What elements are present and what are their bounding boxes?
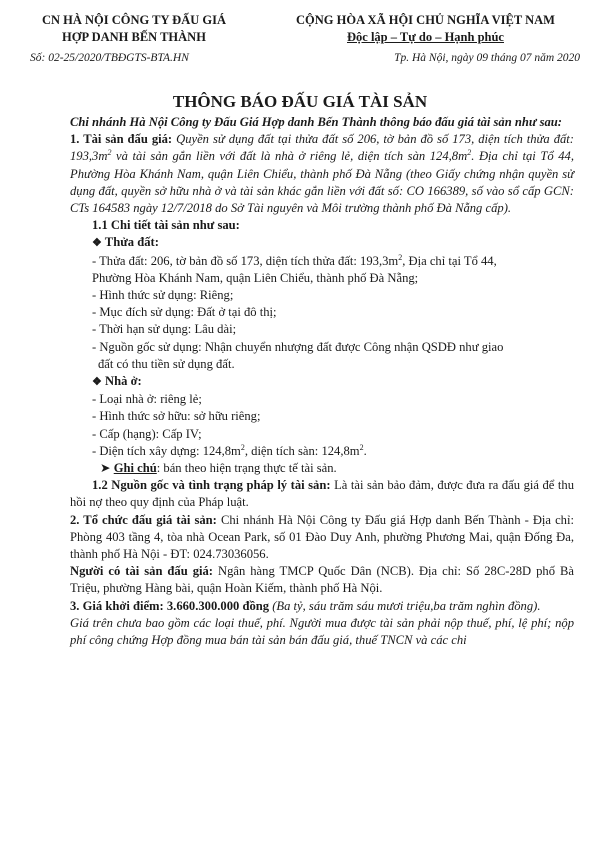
section-1-2-text: Là tài sản bảo đảm, được đưa ra đấu giá để thu hồi nợ theo quy định của Pháp luật. bbox=[70, 478, 575, 510]
nation-name: CỘNG HÒA XÃ HỘI CHỦ NGHĨA VIỆT NAM bbox=[296, 13, 555, 27]
organization-header bbox=[10, 12, 258, 46]
owner-text: Ngân hàng TMCP Quốc Dân (NCB). Địa chỉ: Số 28C-28D phố Bà Triệu, phường Hàng bài, quận Hoàn Kiếm, thành phố Hà Nội. bbox=[70, 564, 574, 596]
nation-motto: Độc lập – Tự do – Hạnh phúc bbox=[347, 30, 504, 44]
land-item: - Thời hạn sử dụng: Lâu dài; bbox=[92, 322, 237, 337]
place-date: Tp. Hà Nội, ngày 09 tháng 07 năm 2020 bbox=[394, 52, 580, 64]
note-line bbox=[70, 460, 574, 477]
section-1-label: 1. Tài sản đấu giá: bbox=[70, 132, 173, 147]
section-2-label: 2. Tổ chức đấu giá tài sản: bbox=[70, 512, 217, 527]
house-item: - Diện tích xây dựng: $124,8m^2$, diện tích sàn: $124,8m^2$. bbox=[92, 442, 367, 458]
superscript: 2 bbox=[398, 252, 403, 262]
land-item: - Mục đích sử dụng: Đất ở tại đô thị; bbox=[92, 305, 277, 320]
note-text: : bán theo hiện trạng thực tế tài sản. bbox=[156, 461, 337, 476]
section-1 bbox=[70, 131, 574, 217]
document-number: Số: 02-25/2020/TBĐGTS-BTA.HN bbox=[30, 52, 189, 64]
org-name-line1: CN HÀ NỘI CÔNG TY ĐẤU GIÁ bbox=[41, 13, 227, 27]
superscript: 2 bbox=[359, 442, 364, 452]
national-header bbox=[258, 12, 593, 46]
diamond-bullet-icon: ❖ bbox=[92, 376, 102, 389]
superscript: 2 bbox=[240, 442, 245, 452]
land-item: Phường Hòa Khánh Nam, quận Liên Chiểu, thành phố Đà Nẵng; bbox=[92, 270, 419, 285]
starting-price: 3. Giá khởi điểm: 3.660.300.000 đồng bbox=[70, 598, 270, 613]
asset-owner bbox=[70, 563, 574, 597]
superscript: 2 bbox=[467, 148, 472, 158]
section-1-2-label: 1.2 Nguồn gốc và tình trạng pháp lý tài sản: bbox=[92, 478, 331, 493]
section-1-text-c: . Địa chỉ tại Tổ 44, Phường Hòa Khánh Nam, quận Liên Chiểu, thành phố Đà Nẵng (theo Giấy chứng nhận quyền sử dụng đất, quyền sở hữu nhà ở và tài sản khác gắn liền với đất số: CO 166389, số vào sổ cấp GCN: CTs 164583 ngày 12/7/2018 do Sở Tài nguyên và Môi trường thành phố Đà Nẵng cấp). bbox=[70, 149, 574, 216]
document-body bbox=[70, 114, 574, 649]
fee-paragraph: Giá trên chưa bao gồm các loại thuế, phí. Người mua được tài sản phải nộp thuế, phí, lệ phí; nộp phí công chứng Hợp đồng mua bán tài sản bán đấu giá, thuế TNCN và các chi bbox=[70, 615, 574, 648]
section-3 bbox=[70, 598, 574, 615]
section-1-text-a: Quyền sử dụng đất tại thửa đất số 206, tờ bản đồ số 173, diện tích thửa đất: 193,3m bbox=[70, 132, 574, 164]
section-1-1-title: 1.1 Chi tiết tài sản như sau: bbox=[92, 218, 240, 233]
section-1-text-b: và tài sản gắn liền với đất là nhà ở riêng lẻ, diện tích sàn 124,8m bbox=[111, 149, 468, 164]
house-item: - Loại nhà ở: riêng lẻ; bbox=[92, 392, 202, 407]
land-item: đất có thu tiền sử dụng đất. bbox=[98, 356, 235, 371]
house-heading: ❖ Nhà ở: bbox=[92, 374, 142, 389]
house-item: - Hình thức sở hữu: sở hữu riêng; bbox=[92, 409, 261, 424]
intro-paragraph: Chi nhánh Hà Nội Công ty Đấu Giá Hợp danh Bến Thành thông báo đấu giá tài sản như sau: bbox=[70, 115, 562, 129]
land-heading: ❖ Thửa đất: bbox=[92, 235, 159, 250]
arrow-bullet-icon: ➤ bbox=[100, 461, 111, 476]
land-item: - Nguồn gốc sử dụng: Nhận chuyển nhượng đất được Công nhận QSDĐ như giao bbox=[92, 339, 504, 354]
note-label: Ghi chú bbox=[113, 461, 157, 476]
section-2-text: Chi nhánh Hà Nội Công ty Đấu giá Hợp danh Bến Thành - Địa chỉ: Phòng 403 tầng 4, tòa nhà Ocean Park, số 01 Đào Duy Anh, phường Phương Mai, quận Đống Đa, thành phố Hà Nội - ĐT: 024.73036056. bbox=[70, 512, 574, 562]
owner-label: Người có tài sản đấu giá: bbox=[70, 564, 214, 579]
starting-price-words: (Ba tỷ, sáu trăm sáu mươi triệu,ba trăm nghìn đồng). bbox=[269, 598, 541, 613]
diamond-bullet-icon: ❖ bbox=[92, 237, 102, 250]
org-name-line2: HỢP DANH BẾN THÀNH bbox=[62, 30, 206, 44]
document-title: THÔNG BÁO ĐẤU GIÁ TÀI SẢN bbox=[172, 92, 428, 111]
section-2 bbox=[70, 512, 574, 564]
section-1-2 bbox=[70, 477, 574, 511]
land-item: - Thửa đất: 206, tờ bản đồ số 173, diện tích thửa đất: $193,3m^2$, Địa chỉ tại Tổ 44, bbox=[92, 252, 497, 268]
superscript: 2 bbox=[107, 148, 112, 158]
house-item: - Cấp (hạng): Cấp IV; bbox=[92, 426, 202, 441]
land-item: - Hình thức sử dụng: Riêng; bbox=[92, 288, 234, 303]
